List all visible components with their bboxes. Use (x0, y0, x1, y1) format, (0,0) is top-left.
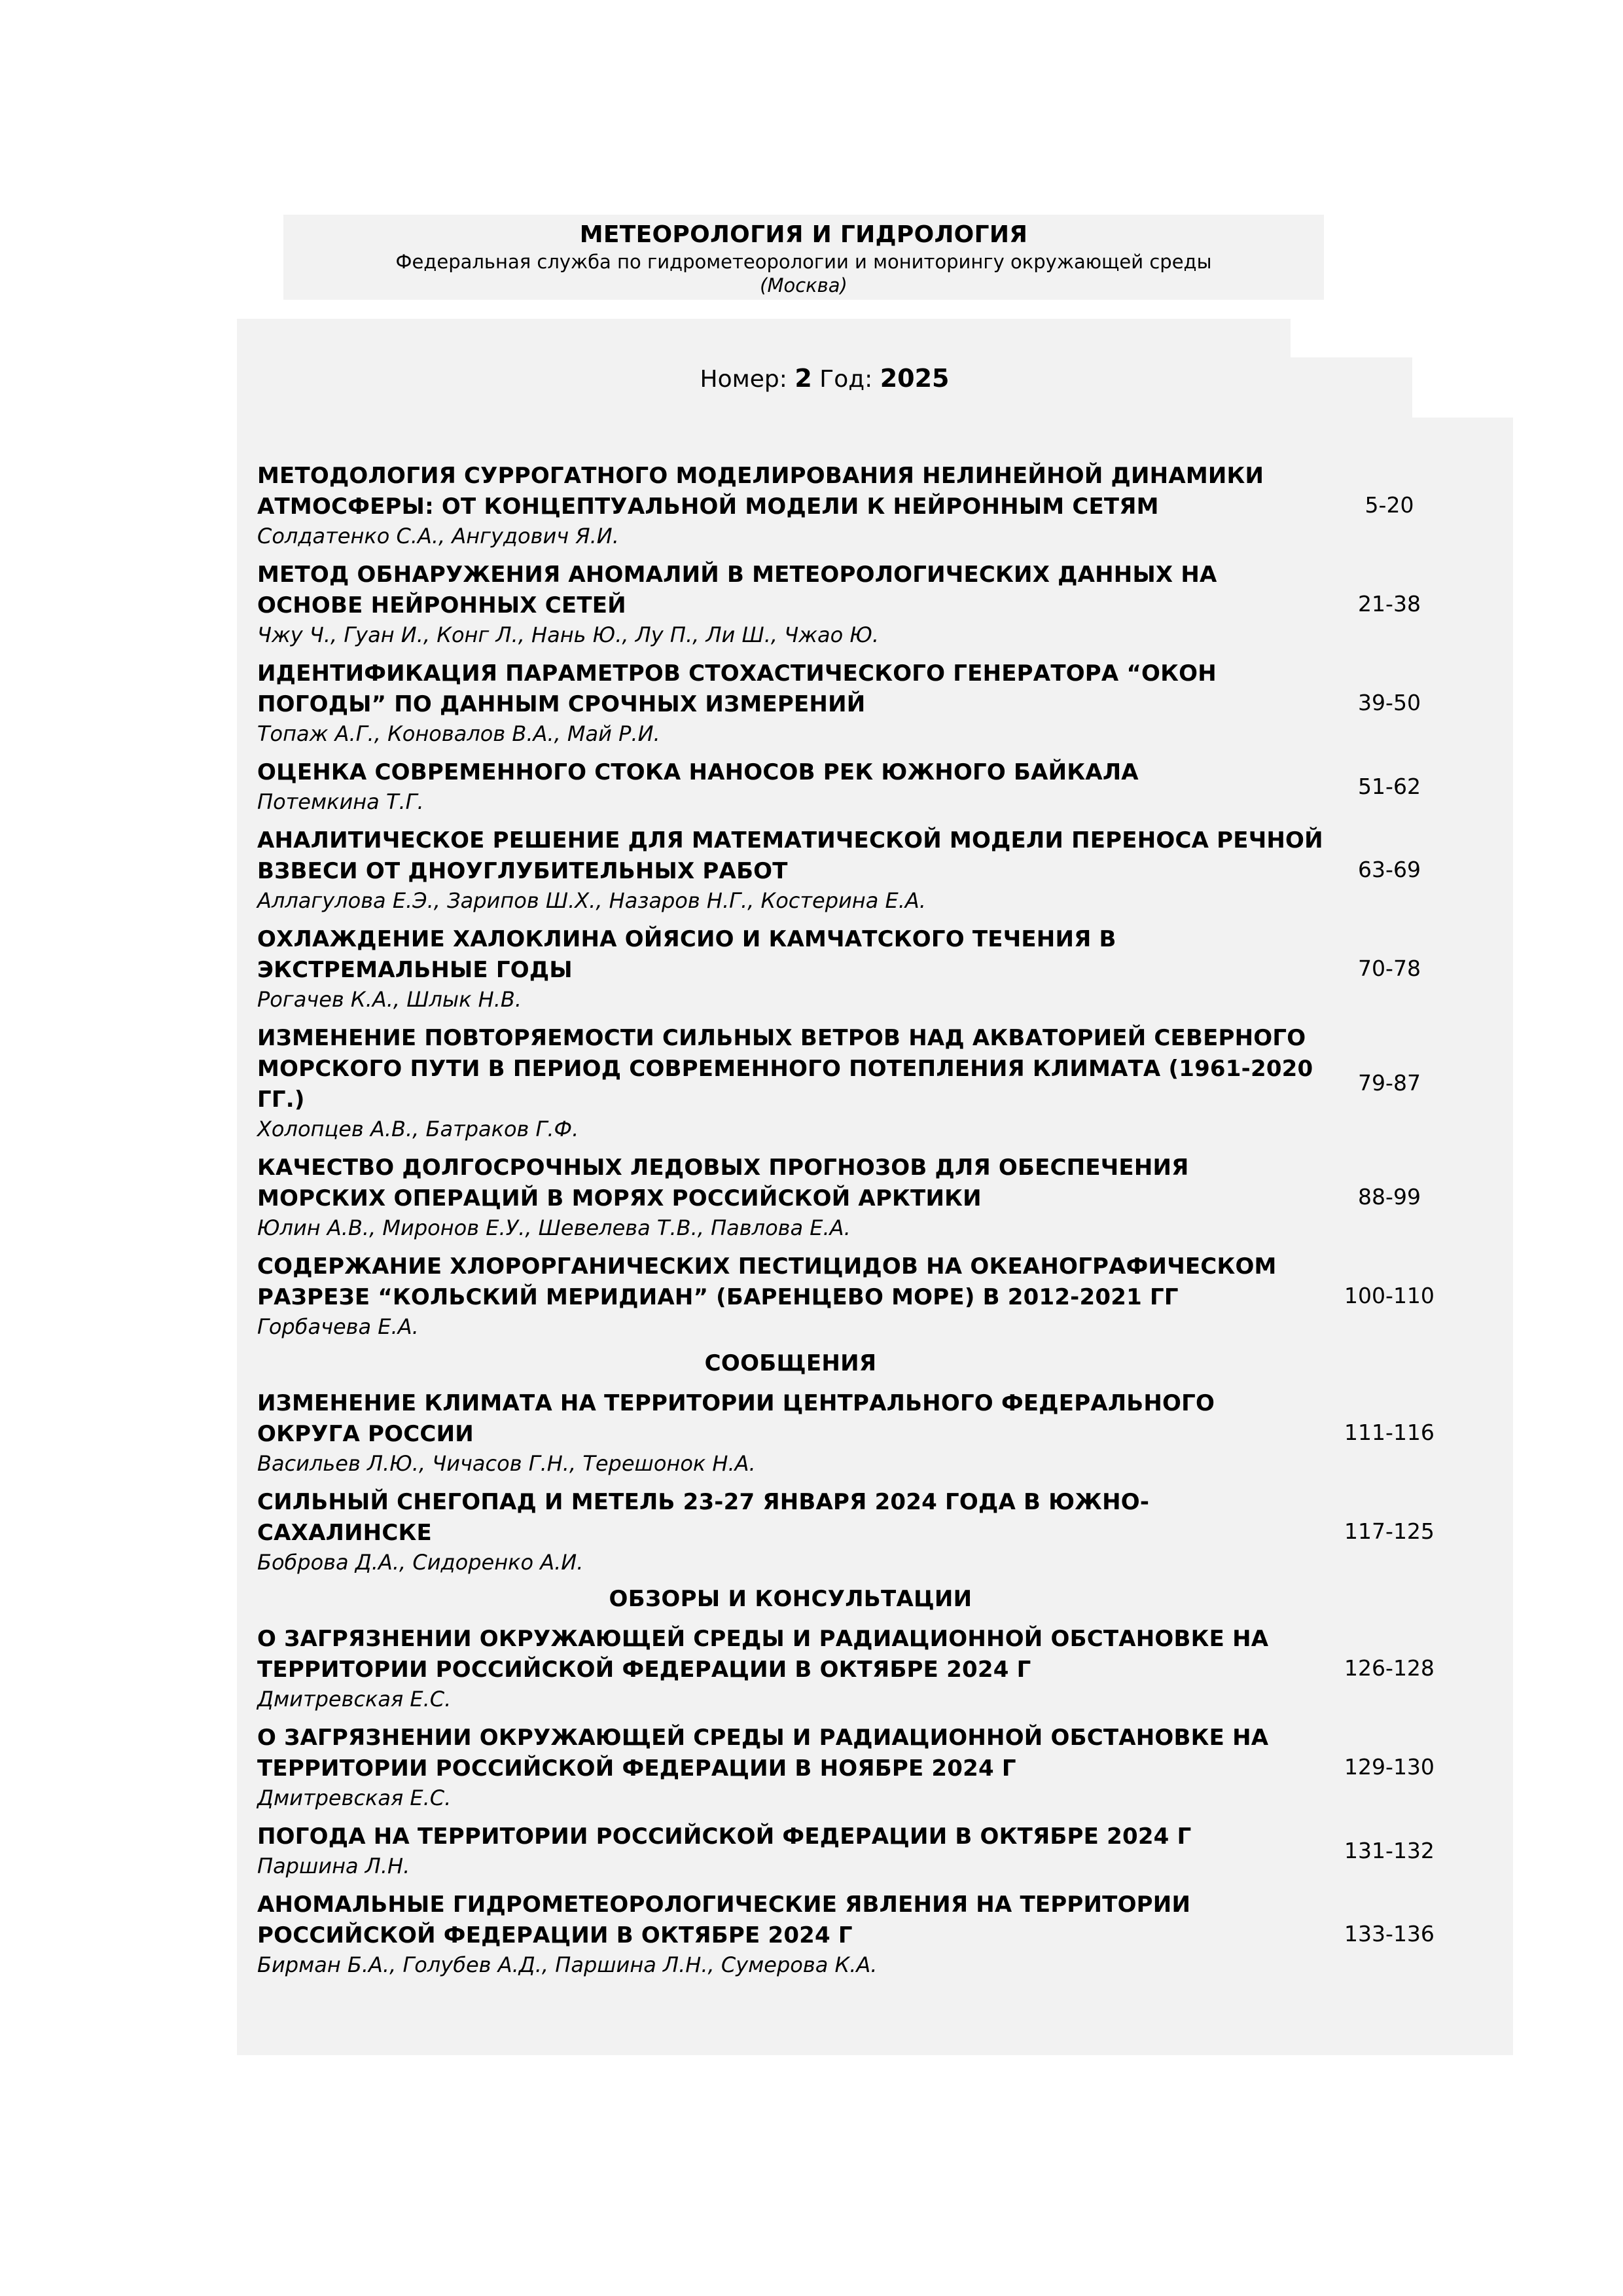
article-authors: Васильев Л.Ю., Чичасов Г.Н., Терешонок Н.А. (257, 1451, 756, 1476)
article-pages: 51-62 (1358, 773, 1421, 799)
articles-list (257, 461, 1455, 1340)
background-panel (237, 319, 1291, 358)
article-authors: Топаж А.Г., Коновалов В.А., Май Р.И. (257, 721, 660, 746)
article-entry[interactable] (257, 560, 1455, 649)
journal-title: МЕТЕОРОЛОГИЯ И ГИДРОЛОГИЯ (579, 221, 1028, 248)
article-pages: 131-132 (1344, 1837, 1435, 1863)
publisher-city: (Москва) (760, 274, 847, 296)
article-entry[interactable] (257, 757, 1455, 816)
article-title[interactable]: СОДЕРЖАНИЕ ХЛОРОРГАНИЧЕСКИХ ПЕСТИЦИДОВ НА ОКЕАНОГРАФИЧЕСКОМ РАЗРЕЗЕ “КОЛЬСКИЙ МЕРИДИАН” (БАРЕНЦЕВО МОРЕ) В 2012-2021 ГГ (257, 1253, 1277, 1310)
article-title[interactable]: СИЛЬНЫЙ СНЕГОПАД И МЕТЕЛЬ 23-27 ЯНВАРЯ 2024 ГОДА В ЮЖНО-САХАЛИНСКЕ (257, 1489, 1150, 1546)
article-authors: Дмитревская Е.С. (257, 1687, 452, 1712)
article-authors: Рогачев К.А., Шлык Н.В. (257, 987, 522, 1012)
article-authors: Дмитревская Е.С. (257, 1785, 452, 1810)
article-entry[interactable] (257, 1487, 1455, 1576)
article-pages: 129-130 (1344, 1754, 1435, 1780)
reviews-list (257, 1624, 1455, 1979)
issue-year: 2025 (880, 364, 950, 393)
article-title[interactable]: ОХЛАЖДЕНИЕ ХАЛОКЛИНА ОЙЯСИО И КАМЧАТСКОГО ТЕЧЕНИЯ В ЭКСТРЕМАЛЬНЫЕ ГОДЫ (257, 926, 1116, 983)
article-pages: 88-99 (1358, 1184, 1421, 1210)
issue-year-label: Год: (819, 366, 873, 393)
article-title[interactable]: МЕТОД ОБНАРУЖЕНИЯ АНОМАЛИЙ В МЕТЕОРОЛОГИЧЕСКИХ ДАННЫХ НА ОСНОВЕ НЕЙРОННЫХ СЕТЕЙ (257, 562, 1217, 619)
article-authors: Горбачева Е.А. (257, 1314, 419, 1339)
issue-number-label: Номер: (700, 366, 787, 393)
article-authors: Холопцев А.В., Батраков Г.Ф. (257, 1117, 579, 1141)
article-pages: 111-116 (1344, 1420, 1435, 1445)
article-entry[interactable] (257, 825, 1455, 914)
article-title[interactable]: О ЗАГРЯЗНЕНИИ ОКРУЖАЮЩЕЙ СРЕДЫ И РАДИАЦИОННОЙ ОБСТАНОВКЕ НА ТЕРРИТОРИИ РОССИЙСКОЙ ФЕДЕРАЦИИ В НОЯБРЕ 2024 Г (257, 1725, 1269, 1782)
article-entry[interactable] (257, 1624, 1455, 1713)
section-heading-messages: СООБЩЕНИЯ (704, 1350, 877, 1376)
journal-header (283, 215, 1324, 300)
section-heading-reviews: ОБЗОРЫ И КОНСУЛЬТАЦИИ (609, 1586, 972, 1612)
article-pages: 117-125 (1344, 1518, 1435, 1544)
article-pages: 100-110 (1344, 1283, 1435, 1308)
article-pages: 5-20 (1364, 492, 1414, 518)
table-of-contents (257, 461, 1455, 1988)
article-authors: Бирман Б.А., Голубев А.Д., Паршина Л.Н., Сумерова К.А. (257, 1952, 878, 1977)
article-entry[interactable] (257, 461, 1455, 550)
article-title[interactable]: ПОГОДА НА ТЕРРИТОРИИ РОССИЙСКОЙ ФЕДЕРАЦИИ В ОКТЯБРЕ 2024 Г (257, 1823, 1192, 1850)
article-authors: Потемкина Т.Г. (257, 789, 424, 814)
article-entry[interactable] (257, 1153, 1455, 1242)
article-pages: 21-38 (1358, 591, 1421, 617)
article-title[interactable]: ИДЕНТИФИКАЦИЯ ПАРАМЕТРОВ СТОХАСТИЧЕСКОГО ГЕНЕРАТОРА “ОКОН ПОГОДЫ” ПО ДАННЫМ СРОЧНЫХ ИЗМЕРЕНИЙ (257, 660, 1217, 717)
article-title[interactable]: АНАЛИТИЧЕСКОЕ РЕШЕНИЕ ДЛЯ МАТЕМАТИЧЕСКОЙ МОДЕЛИ ПЕРЕНОСА РЕЧНОЙ ВЗВЕСИ ОТ ДНОУГЛУБИТЕЛЬНЫХ РАБОТ (257, 827, 1323, 884)
article-entry[interactable] (257, 1251, 1455, 1340)
article-authors: Паршина Л.Н. (257, 1854, 410, 1878)
article-pages: 126-128 (1344, 1655, 1435, 1681)
article-entry[interactable] (257, 924, 1455, 1013)
article-title[interactable]: О ЗАГРЯЗНЕНИИ ОКРУЖАЮЩЕЙ СРЕДЫ И РАДИАЦИОННОЙ ОБСТАНОВКЕ НА ТЕРРИТОРИИ РОССИЙСКОЙ ФЕДЕРАЦИИ В ОКТЯБРЕ 2024 Г (257, 1626, 1269, 1683)
article-entry[interactable] (257, 658, 1455, 747)
publisher-name: Федеральная служба по гидрометеорологии и мониторингу окружающей среды (395, 251, 1212, 273)
article-title[interactable]: ОЦЕНКА СОВРЕМЕННОГО СТОКА НАНОСОВ РЕК ЮЖНОГО БАЙКАЛА (257, 759, 1139, 785)
messages-list (257, 1388, 1455, 1576)
issue-info (237, 359, 1412, 399)
article-entry[interactable] (257, 1023, 1455, 1143)
article-title[interactable]: МЕТОДОЛОГИЯ СУРРОГАТНОГО МОДЕЛИРОВАНИЯ НЕЛИНЕЙНОЙ ДИНАМИКИ АТМОСФЕРЫ: ОТ КОНЦЕПТУАЛЬНОЙ МОДЕЛИ К НЕЙРОННЫМ СЕТЯМ (257, 463, 1264, 520)
article-entry[interactable] (257, 1388, 1455, 1477)
article-pages: 70-78 (1358, 956, 1421, 981)
article-pages: 63-69 (1358, 857, 1421, 882)
article-authors: Юлин А.В., Миронов Е.У., Шевелева Т.В., Павлова Е.А. (257, 1215, 851, 1240)
article-entry[interactable] (257, 1890, 1455, 1979)
article-title[interactable]: ИЗМЕНЕНИЕ ПОВТОРЯЕМОСТИ СИЛЬНЫХ ВЕТРОВ НАД АКВАТОРИЕЙ СЕВЕРНОГО МОРСКОГО ПУТИ В ПЕРИОД СОВРЕМЕННОГО ПОТЕПЛЕНИЯ КЛИМАТА (1961-2020 ГГ.) (257, 1025, 1313, 1113)
article-authors: Солдатенко С.А., Ангудович Я.И. (257, 524, 619, 548)
article-authors: Аллагулова Е.Э., Зарипов Ш.Х., Назаров Н.Г., Костерина Е.А. (257, 888, 926, 913)
article-title[interactable]: АНОМАЛЬНЫЕ ГИДРОМЕТЕОРОЛОГИЧЕСКИЕ ЯВЛЕНИЯ НА ТЕРРИТОРИИ РОССИЙСКОЙ ФЕДЕРАЦИИ В ОКТЯБРЕ 2024 Г (257, 1892, 1191, 1948)
article-pages: 39-50 (1358, 690, 1421, 715)
article-authors: Чжу Ч., Гуан И., Конг Л., Нань Ю., Лу П., Ли Ш., Чжао Ю. (257, 622, 880, 647)
article-title[interactable]: ИЗМЕНЕНИЕ КЛИМАТА НА ТЕРРИТОРИИ ЦЕНТРАЛЬНОГО ФЕДЕРАЛЬНОГО ОКРУГА РОССИИ (257, 1390, 1215, 1447)
article-entry[interactable] (257, 1821, 1455, 1880)
article-entry[interactable] (257, 1723, 1455, 1812)
article-pages: 79-87 (1358, 1069, 1421, 1096)
article-authors: Боброва Д.А., Сидоренко А.И. (257, 1550, 584, 1575)
article-pages: 133-136 (1344, 1921, 1435, 1946)
article-title[interactable]: КАЧЕСТВО ДОЛГОСРОЧНЫХ ЛЕДОВЫХ ПРОГНОЗОВ ДЛЯ ОБЕСПЕЧЕНИЯ МОРСКИХ ОПЕРАЦИЙ В МОРЯХ РОССИЙСКОЙ АРКТИКИ (257, 1155, 1189, 1211)
issue-number: 2 (794, 364, 812, 393)
